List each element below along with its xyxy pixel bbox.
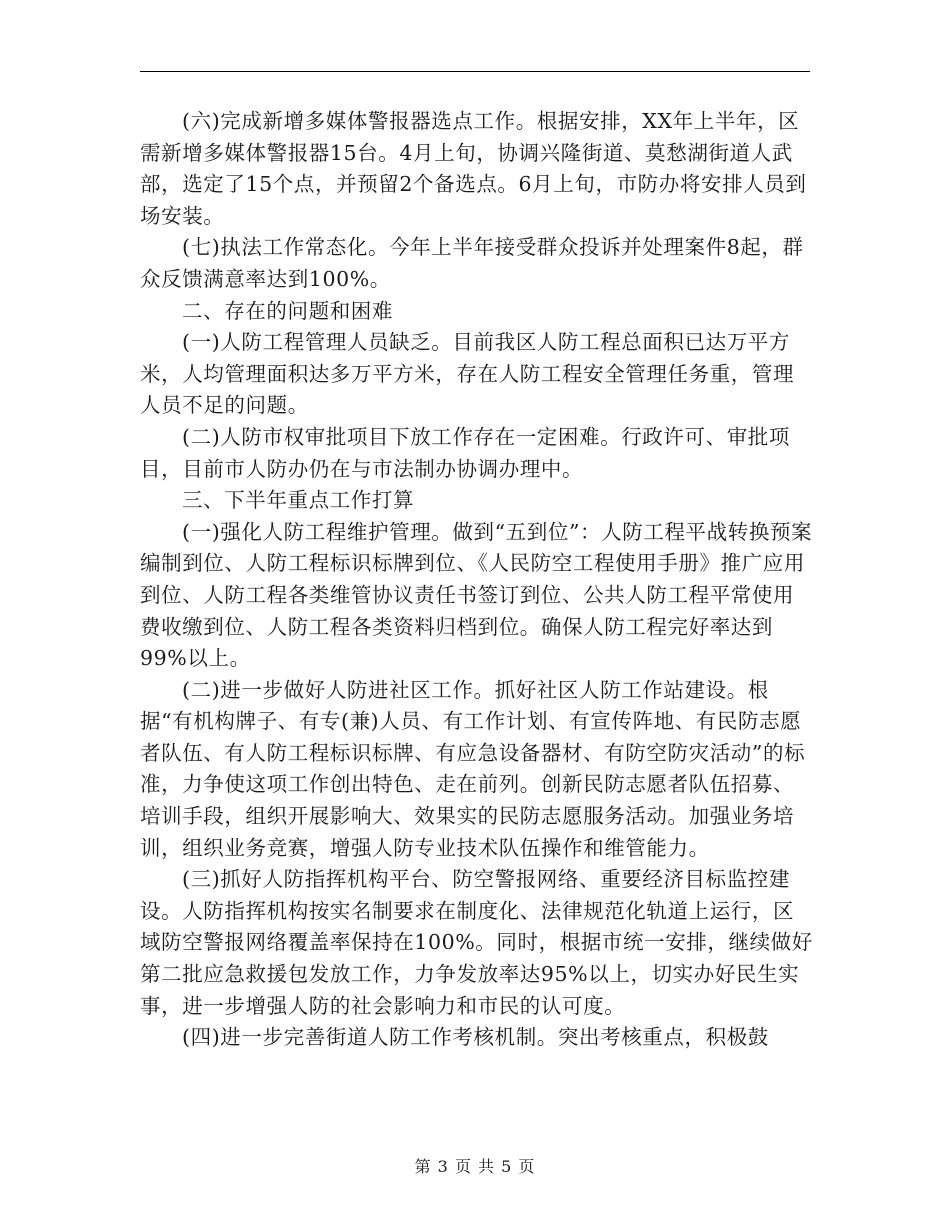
paragraph: (七)执法工作常态化。今年上半年接受群众投诉并处理案件8起，群众反馈满意率达到100%。 (140, 235, 804, 291)
paragraph: (三)抓好人防指挥机构平台、防空警报网络、重要经济目标监控建设。人防指挥机构按实名制要求在制度化、法律规范化轨道上运行，区域防空警报网络覆盖率保持在100%。同时，根据市统一安排，继续做好第二批应急救援包发放工作，力争发放率达95%以上，切实办好民生实事，进一步增强人防的社会影响力和市民的认可度。 (140, 867, 813, 1018)
paragraph: (一)人防工程管理人员缺乏。目前我区人防工程总面积已达万平方米，人均管理面积达多万平方米，存在人防工程安全管理任务重，管理人员不足的问题。 (140, 330, 795, 418)
paragraph: (二)进一步做好人防进社区工作。抓好社区人防工作站建设。根据“有机构牌子、有专(兼)人员、有工作计划、有宣传阵地、有民防志愿者队伍、有人防工程标识标牌、有应急设备器材、有防空防灾活动”的标准，力争使这项工作创出特色、走在前列。创新民防志愿者队伍招募、培训手段，组织开展影响大、效果实的民防志愿服务活动。加强业务培训，组织业务竞赛，增强人防专业技术队伍操作和维管能力。 (140, 677, 806, 860)
paragraph: (四)进一步完善街道人防工作考核机制。突出考核重点，积极鼓 (182, 1025, 769, 1050)
section-heading: 二、存在的问题和困难 (182, 298, 393, 323)
paragraph: (一)强化人防工程维护管理。做到“五到位”：人防工程平战转换预案编制到位、人防工程标识标牌到位、《人民防空工程使用手册》推广应用到位、人防工程各类维管协议责任书签订到位、公共人防工程平常使用费收缴到位、人防工程各类资料归档到位。确保人防工程完好率达到99%以上。 (140, 519, 813, 671)
page-number-footer: 第 3 页 共 5 页 (414, 1157, 536, 1176)
paragraph: (六)完成新增多媒体警报器选点工作。根据安排，XX年上半年，区需新增多媒体警报器15台。4月上旬，协调兴隆街道、莫愁湖街道人武部，选定了15个点，并预留2个备选点。6月上旬，市防办将安排人员到场安装。 (140, 109, 807, 228)
document-body (140, 106, 815, 1054)
paragraph: (二)人防市权审批项目下放工作存在一定困难。行政许可、审批项目，目前市人防办仍在与市法制办协调办理中。 (140, 424, 790, 481)
section-heading: 三、下半年重点工作打算 (182, 488, 415, 513)
header-rule (140, 71, 810, 72)
